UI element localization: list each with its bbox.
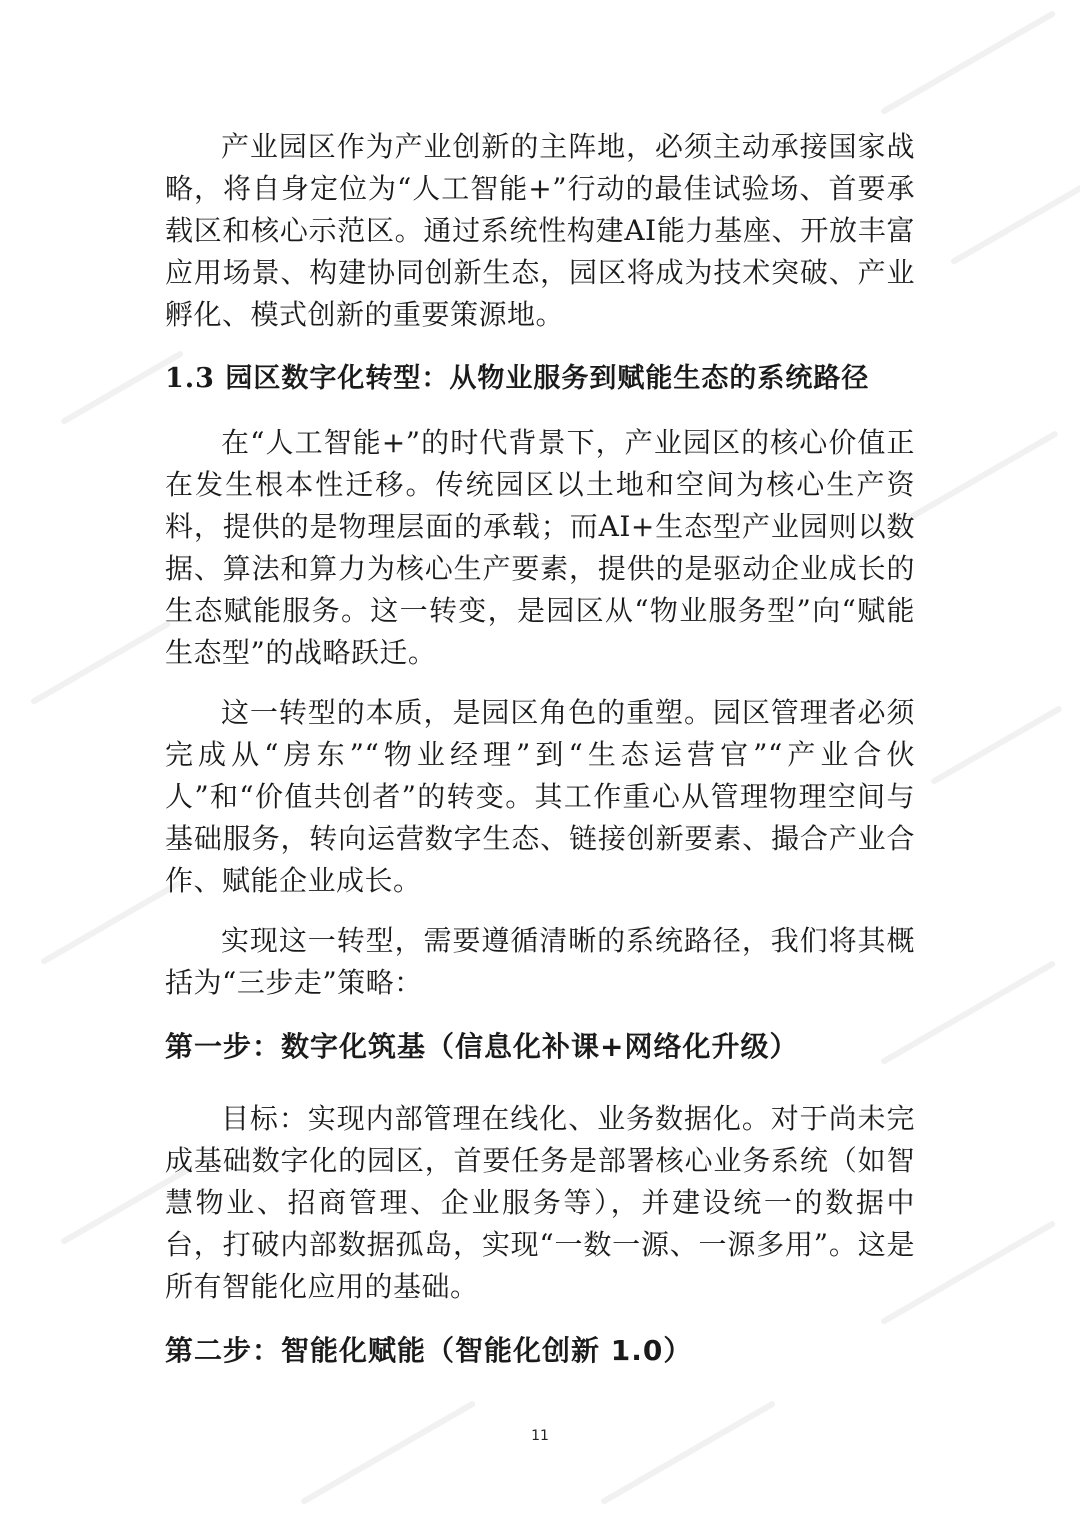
paragraph-role-reshaping: 这一转型的本质，是园区角色的重塑。园区管理者必须完成从“房东”“物业经理”到“生态运营官”“产业合伙人”和“价值共创者”的转变。其工作重心从管理物理空间与基础服务，转向运营数字生态、链接创新要素、撮合产业合作、赋能企业成长。 [165,696,915,897]
step-one-heading: 第一步：数字化筑基（信息化补课+网络化升级） [165,1030,799,1063]
page-body [165,126,915,1372]
paragraph-step-one-goal: 目标：实现内部管理在线化、业务数据化。对于尚未完成基础数字化的园区，首要任务是部署核心业务系统（如智慧物业、招商管理、企业服务等），并建设统一的数据中台，打破内部数据孤岛，实现“一数一源、一源多用”。这是所有智能化应用的基础。 [165,1102,915,1303]
page-number: 11 [531,1428,549,1444]
paragraph-park-positioning: 产业园区作为产业创新的主阵地，必须主动承接国家战略，将自身定位为“人工智能+”行动的最佳试验场、首要承载区和核心示范区。通过系统性构建AI能力基座、开放丰富应用场景、构建协同创新生态，园区将成为技术突破、产业孵化、模式创新的重要策源地。 [165,130,915,331]
section-heading-1-3: 1.3 园区数字化转型：从物业服务到赋能生态的系统路径 [165,363,870,394]
paragraph-three-step-strategy: 实现这一转型，需要遵循清晰的系统路径，我们将其概括为“三步走”策略： [165,924,915,999]
step-two-heading: 第二步：智能化赋能（智能化创新 1.0） [165,1334,693,1367]
paragraph-core-value-shift: 在“人工智能+”的时代背景下，产业园区的核心价值正在发生根本性迁移。传统园区以土地和空间为核心生产资料，提供的是物理层面的承载；而AI+生态型产业园则以数据、算法和算力为核心生产要素，提供的是驱动企业成长的生态赋能服务。这一转变，是园区从“物业服务型”向“赋能生态型”的战略跃迁。 [165,426,915,669]
